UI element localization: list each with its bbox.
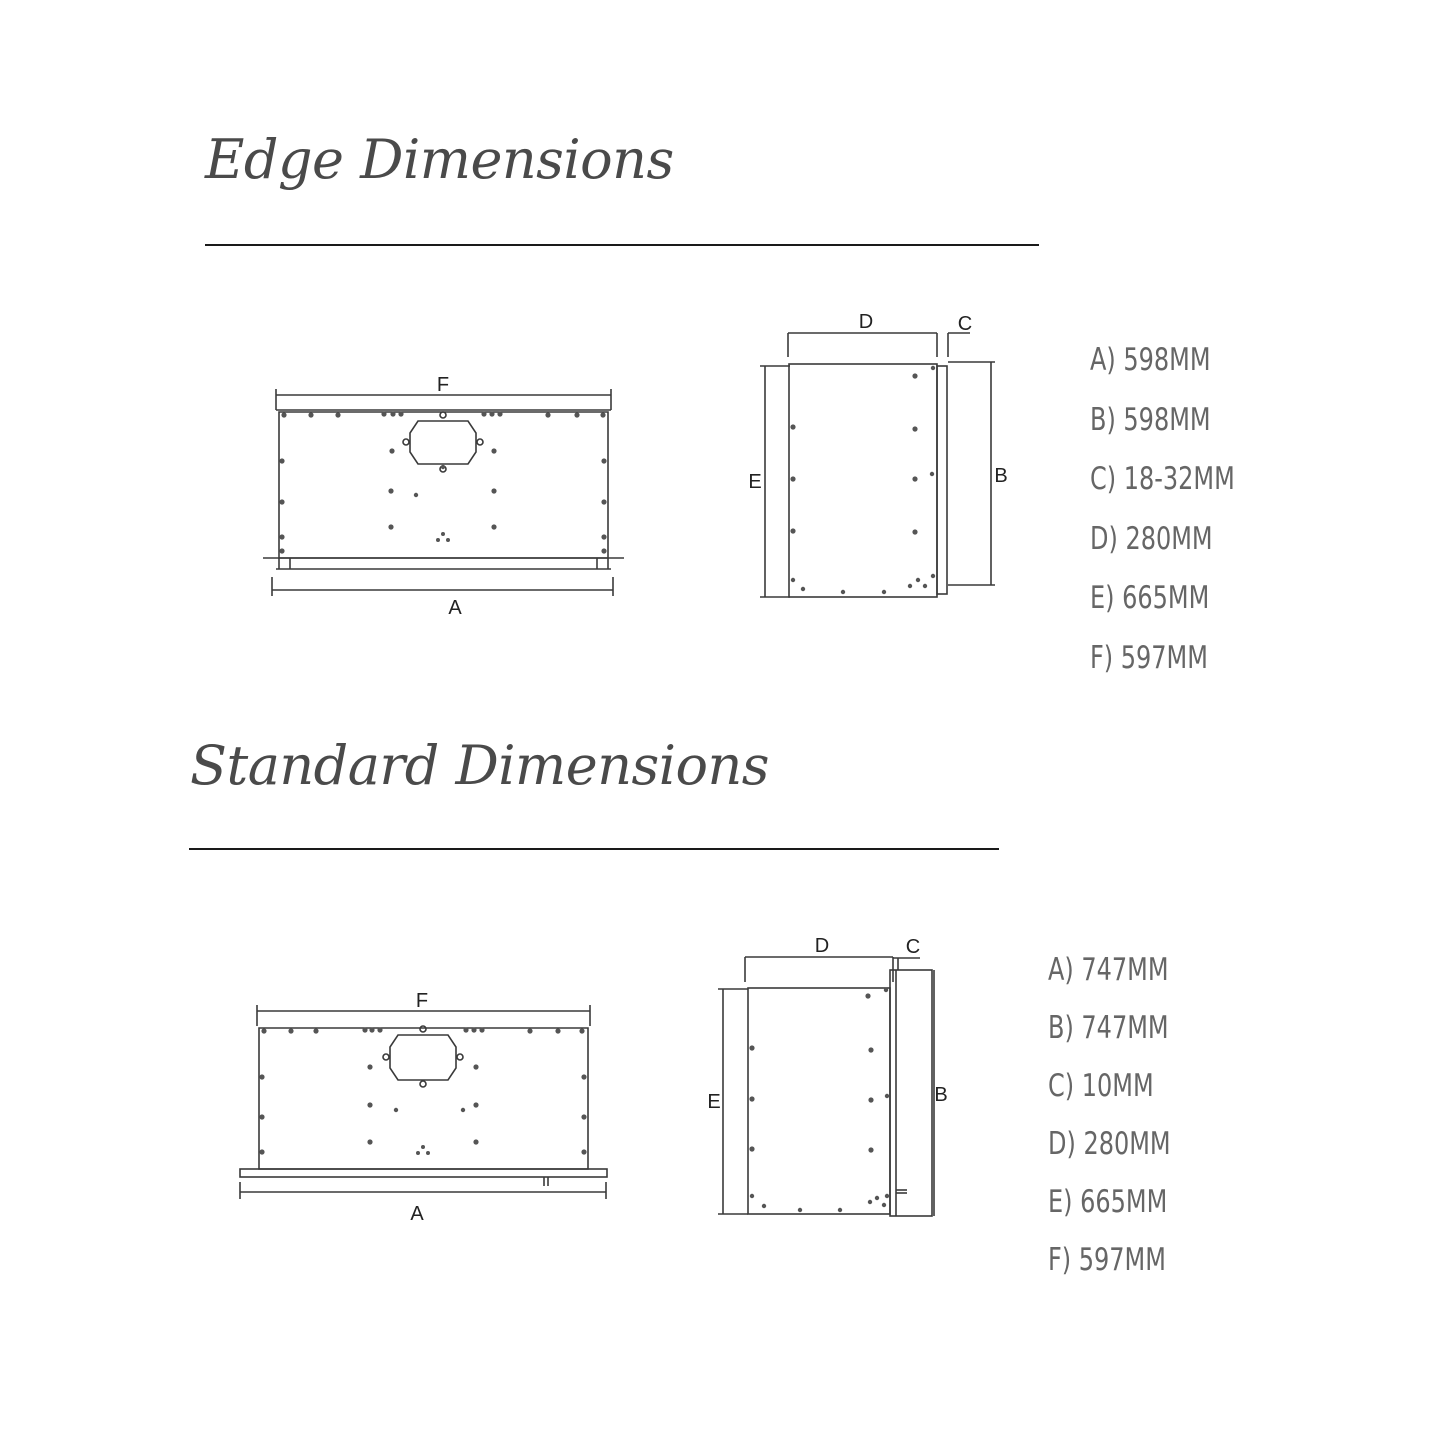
edge-side-label-e: E xyxy=(748,471,762,493)
edge-front-label-f: F xyxy=(436,374,450,396)
edge-spec-d: D) 280MM xyxy=(1090,520,1213,557)
standard-section-title: Standard Dimensions xyxy=(190,734,769,797)
edge-front-view xyxy=(263,389,624,596)
edge-side-view xyxy=(760,333,995,597)
standard-front-label-a: A xyxy=(410,1203,424,1225)
edge-section-title: Edge Dimensions xyxy=(205,128,674,191)
standard-front-label-f: F xyxy=(415,990,429,1012)
edge-spec-f: F) 597MM xyxy=(1090,639,1208,676)
standard-side-label-e: E xyxy=(707,1091,721,1113)
standard-spec-e: E) 665MM xyxy=(1048,1184,1168,1220)
standard-spec-a: A) 747MM xyxy=(1048,952,1169,988)
rivet-dots xyxy=(259,366,935,1212)
standard-side-label-c: C xyxy=(905,936,921,958)
edge-spec-b: B) 598MM xyxy=(1090,401,1211,438)
edge-front-label-a: A xyxy=(448,597,462,619)
edge-spec-c: C) 18-32MM xyxy=(1090,461,1235,497)
edge-spec-e: E) 665MM xyxy=(1090,580,1210,616)
standard-side-label-d: D xyxy=(814,935,830,957)
standard-side-view xyxy=(718,957,934,1216)
standard-spec-b: B) 747MM xyxy=(1048,1010,1169,1046)
standard-spec-f: F) 597MM xyxy=(1048,1242,1166,1278)
edge-spec-a: A) 598MM xyxy=(1090,342,1211,378)
standard-front-view xyxy=(240,1005,607,1199)
standard-side-label-b: B xyxy=(934,1084,948,1106)
standard-spec-d: D) 280MM xyxy=(1048,1126,1171,1162)
edge-side-label-b: B xyxy=(994,465,1008,487)
edge-side-label-d: D xyxy=(858,311,874,333)
standard-spec-c: C) 10MM xyxy=(1048,1068,1154,1104)
edge-side-label-c: C xyxy=(957,313,973,335)
